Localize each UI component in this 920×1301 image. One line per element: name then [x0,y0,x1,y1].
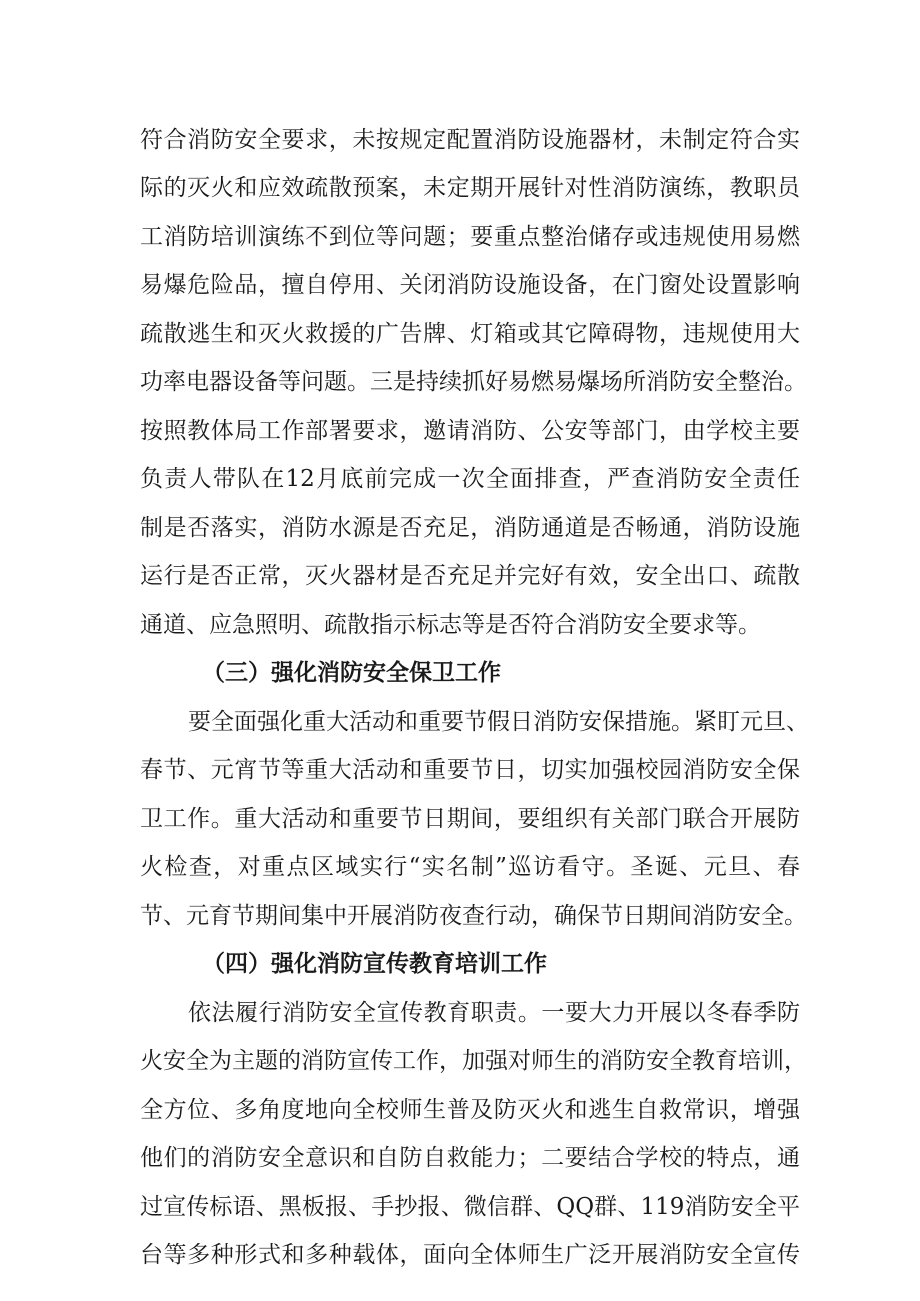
text-line: 符合消防安全要求，未按规定配置消防设施器材，未制定符合实 [140,127,800,153]
section-heading-3: （三）强化消防安全保卫工作 [202,660,501,686]
text-line: 节、元育节期间集中开展消防夜查行动，确保节日期间消防安全。 [140,903,807,929]
text-line: 通道、应急照明、疏散指示标志等是否符合消防安全要求等。 [140,612,761,638]
text-line: 火检查，对重点区域实行“实名制”巡访看守。圣诞、元旦、春 [140,854,800,880]
text-line: 过宣传标语、黑板报、手抄报、微信群、QQ群、119消防安全平 [140,1194,800,1220]
paragraph-first-line: 要全面强化重大活动和重要节假日消防安保措施。紧盯元旦、 [188,709,809,735]
text-line: 按照教体局工作部署要求，邀请消防、公安等部门，由学校主要 [140,418,800,444]
text-line: 负责人带队在12月底前完成一次全面排查，严查消防安全责任 [140,466,800,492]
text-line: 际的灭火和应效疏散预案，未定期开展针对性消防演练，教职员 [140,175,800,201]
text-line: 全方位、多角度地向全校师生普及防灭火和逃生自救常识，增强 [140,1097,800,1123]
section-heading-4: （四）强化消防宣传教育培训工作 [202,951,547,977]
text-line: 制是否落实，消防水源是否充足，消防通道是否畅通，消防设施 [140,515,800,541]
text-line: 火安全为主题的消防宣传工作，加强对师生的消防安全教育培训， [140,1048,807,1074]
text-line: 疏散逃生和灭火救援的广告牌、灯箱或其它障碍物，违规使用大 [140,321,800,347]
text-line: 工消防培训演练不到位等问题；要重点整治储存或违规使用易燃 [140,224,800,250]
text-line: 春节、元宵节等重大活动和重要节日，切实加强校园消防安全保 [140,757,800,783]
text-line: 易爆危险品，擅自停用、关闭消防设施设备，在门窗处设置影响 [140,272,800,298]
text-line: 台等多种形式和多种载体，面向全体师生广泛开展消防安全宣传 [140,1242,800,1268]
text-line: 功率电器设备等问题。三是持续抓好易燃易爆场所消防安全整治。 [140,369,807,395]
text-line: 卫工作。重大活动和重要节日期间，要组织有关部门联合开展防 [140,806,800,832]
text-line: 他们的消防安全意识和自防自救能力；二要结合学校的特点，通 [140,1145,800,1171]
paragraph-first-line: 依法履行消防安全宣传教育职责。一要大力开展以冬春季防 [188,1000,800,1026]
text-line: 运行是否正常，灭火器材是否充足并完好有效，安全出口、疏散 [140,563,800,589]
